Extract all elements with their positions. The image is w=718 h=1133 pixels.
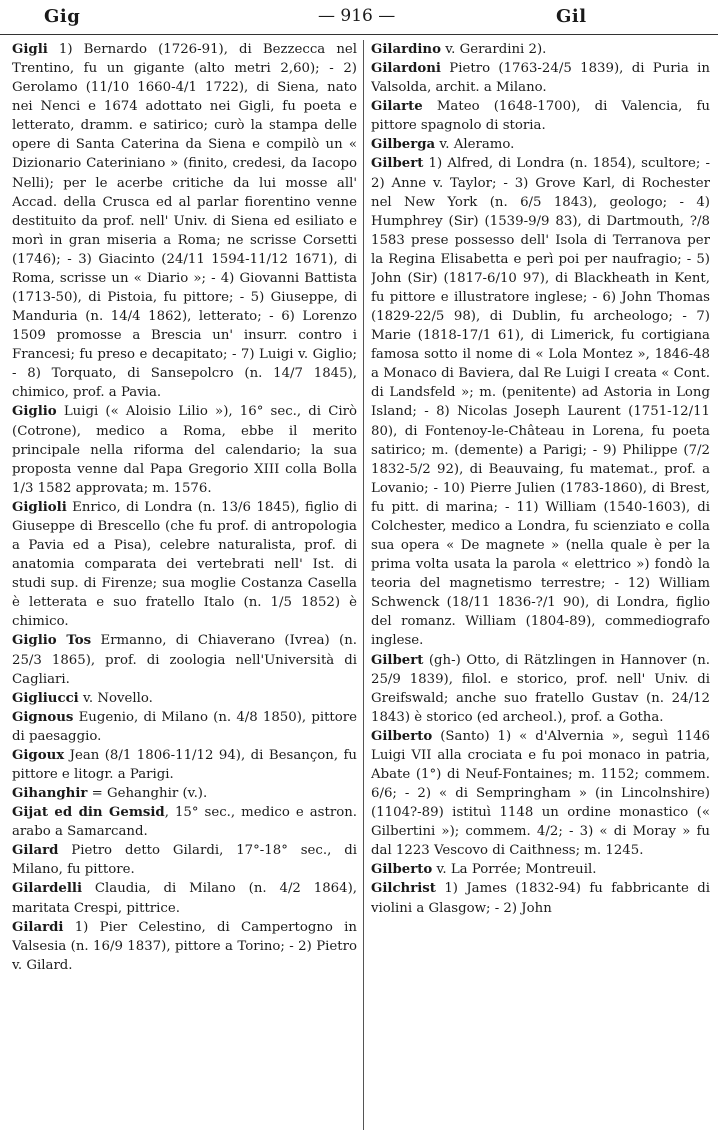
entry-text: 1) Pier Celestino, di Campertogno in Valsesia (n. 16/9 1837), pittore a Torino; - 2) Pietro v. Gilard. (12, 919, 357, 973)
entry-text: Eugenio, di Milano (n. 4/8 1850), pittore di paesaggio. (12, 709, 357, 744)
entry-headword: Gigli (12, 42, 48, 57)
entry-headword: Gilberto (371, 862, 433, 878)
entry-headword: Gilardelli (12, 881, 82, 897)
entry-text: 1) James (1832-94) fu fabbricante di violini a Glasgow; - 2) John (371, 881, 710, 916)
entry-text: Jean (8/1 1806-11/12 94), di Besançon, fu pittore e litogr. a Parigi. (12, 747, 357, 782)
dictionary-entry (12, 708, 357, 746)
dictionary-entry (12, 803, 357, 841)
dictionary-entry (12, 498, 357, 632)
entry-text: , 15° sec., medico e astron. arabo a Samarcand. (12, 805, 357, 840)
header-right-guide-word: Gil (556, 6, 587, 27)
entry-headword: Gilbert (371, 652, 424, 668)
entry-headword: Gilard (12, 843, 59, 859)
entry-text: 1) Bernardo (1726-91), di Bezzecca nel Trentino, fu un gigante (alto metri 2,60); - 2) Gerolamo (11/10 1660-4/1 1722), di Siena, nato nei Nenci e 1674 adottato nei Gigli, fu poeta e letterato, dramm. e satirico; curò la stampa delle opere di Santa Caterina da Siena e compilò un « Dizionario Cateriniano » (finito, credesi, da Iacopo Nelli); per le acerbe critiche da lui mosse all' Accad. della Crusca ed al parlar fiorentino venne destituito da prof. nell' Univ. di Siena ed esiliato e morì in gran miseria a Roma; ne scrisse Corsetti (1746); - 3) Giacinto (24/11 1594-11/12 1671), di Roma, scrisse un « Diario »; - 4) Giovanni Battista (1713-50), di Pistoia, fu pittore; - 5) Giuseppe, di Manduria (n. 14/4 1862), letterato; - 6) Lorenzo 1509 promosse a Brescia un' insurr. contro i Francesi; fu preso e decapitato; - 7) Luigi v. Giglio; - 8) Torquato, di Sansepolcro (n. 14/7 1845), chimico, prof. a Pavia. (12, 42, 357, 401)
dictionary-entry (12, 402, 357, 497)
entry-headword: Gilbert (371, 156, 424, 172)
entry-headword: Gilberga (371, 137, 436, 153)
entry-headword: Gilardi (12, 919, 64, 935)
entry-text: (gh-) Otto, di Rätzlingen in Hannover (n. 25/9 1839), filol. e storico, prof. nell' Univ. di Greifswald; anche suo fratello Gustav (n. 24/12 1843) è storico (ed archeol.), prof. a Gotha. (371, 652, 710, 725)
entry-text: v. Gerardini 2). (440, 42, 547, 57)
entry-headword: Gilchrist (371, 881, 436, 897)
entry-text: Pietro detto Gilardi, 17°-18° sec., di Milano, fu pittore. (12, 843, 357, 878)
entry-text: v. La Porrée; Montreuil. (432, 862, 597, 878)
dictionary-entry (12, 631, 357, 688)
right-column (371, 40, 710, 918)
entry-headword: Gihanghir (12, 786, 88, 802)
dictionary-entry (12, 689, 357, 708)
entry-text: (Santo) 1) « d'Alvernia », seguì 1146 Luigi VII alla crociata e fu poi monaco in patria, Abate (1°) di Neuf-Fontaines; m. 1152; commem. 6/6; - 2) « di Sempringham » (in Lincolnshire) (1104?-89) istituì 1148 un ordine monastico (« Gilbertini »); commem. 4/2; - 3) « di Moray » fu dal 1223 Vescovo di Caithness; m. 1245. (371, 728, 710, 859)
dictionary-entry (371, 860, 710, 879)
entry-headword: Gilardino (371, 42, 441, 57)
dictionary-entry (371, 59, 710, 97)
entry-text: Claudia, di Milano (n. 4/2 1864), maritata Crespi, pittrice. (12, 881, 357, 916)
header-left-guide-word: Gig (44, 6, 81, 27)
dictionary-entry (12, 784, 357, 803)
entry-text: = Gehanghir (v.). (87, 786, 208, 802)
dictionary-entry (12, 918, 357, 975)
entry-text: Pietro (1763-24/5 1839), di Puria in Valsolda, archit. a Milano. (371, 61, 710, 96)
entry-headword: Gijat ed din Gemsid (12, 805, 165, 821)
dictionary-entry (12, 879, 357, 917)
page-header (0, 0, 718, 35)
page-number: — 916 — (318, 6, 396, 26)
entry-text: v. Novello. (78, 690, 153, 706)
column-divider (363, 40, 364, 1130)
dictionary-entry (12, 40, 357, 402)
dictionary-entry (12, 841, 357, 879)
dictionary-entry (371, 97, 710, 135)
dictionary-entry (12, 746, 357, 784)
dictionary-entry (371, 651, 710, 727)
entry-headword: Gilardoni (371, 61, 441, 77)
entry-text: Luigi (« Aloisio Lilio »), 16° sec., di Cirò (Cotrone), medico a Roma, ebbe il merito principale nella riforma del calendario; la sua proposta venne dal Papa Gregorio XIII colla Bolla 1/3 1582 approvata; m. 1576. (12, 404, 357, 496)
entry-headword: Giglioli (12, 499, 67, 515)
entry-text: Mateo (1648-1700), di Valencia, fu pittore spagnolo di storia. (371, 99, 710, 134)
dictionary-entry (371, 154, 710, 650)
entry-text: 1) Alfred, di Londra (n. 1854), scultore; - 2) Anne v. Taylor; - 3) Grove Karl, di Rochester nel New York (n. 6/5 1843), geologo; - 4) Humphrey (Sir) (1539-9/9 83), di Dartmouth, ?/8 1583 prese possesso dell' Isola di Terranova per la Regina Elisabetta e perì poi per naufragio; - 5) John (Sir) (1817-6/10 97), di Blackheath in Kent, fu pittore e illustratore inglese; - 6) John Thomas (1829-22/5 98), di Dublin, fu archeologo; - 7) Marie (1818-17/1 61), di Limerick, fu cortigiana famosa sotto il nome di « Lola Montez », 1846-48 a Monaco di Baviera, dal Re Luigi I creata « Cont. di Landsfeld »; m. (penitente) ad Astoria in Long Island; - 8) Nicolas Joseph Laurent (1751-12/11 80), di Fontenoy-le-Château in Lorena, fu poeta satirico; m. (demente) a Parigi; - 9) Philippe (7/2 1832-5/2 92), di Beauvaing, fu matemat., prof. a Lovanio; - 10) Pierre Julien (1783-1860), di Brest, fu pitt. di marina; - 11) William (1540-1603), di Colchester, medico a Londra, fu scienziato e colla sua opera « De magnete » (nella quale è per la prima volta usata la parola « elettrico ») fondò la teoria del magnetismo terrestre; - 12) William Schwenck (18/11 1836-?/1 90), di Londra, figlio del romanz. William (1804-89), commediografo inglese. (371, 156, 710, 649)
entry-headword: Gigliucci (12, 690, 79, 706)
entry-text: v. Aleramo. (435, 137, 515, 153)
entry-text: Ermanno, di Chiaverano (Ivrea) (n. 25/3 1865), prof. di zoologia nell'Università di Cagliari. (12, 633, 357, 687)
dictionary-entry (371, 727, 710, 861)
entry-headword: Giglio (12, 404, 57, 420)
left-column (12, 40, 357, 975)
entry-headword: Gilberto (371, 728, 433, 744)
entry-headword: Gilarte (371, 99, 423, 115)
entry-headword: Giglio Tos (12, 633, 92, 649)
dictionary-entry (371, 879, 710, 917)
entry-headword: Gigoux (12, 747, 65, 763)
dictionary-entry (371, 40, 710, 59)
entry-headword: Gignous (12, 709, 74, 725)
dictionary-entry (371, 135, 710, 154)
entry-text: Enrico, di Londra (n. 13/6 1845), figlio di Giuseppe di Brescello (che fu prof. di antropologia a Pavia ed a Pisa), celebre naturalista, prof. di anatomia comparata dei vertebrati nell' Ist. di studi sup. di Firenze; sua moglie Costanza Casella è letterata e suo fratello Italo (n. 1/5 1852) è chimico. (12, 499, 357, 630)
